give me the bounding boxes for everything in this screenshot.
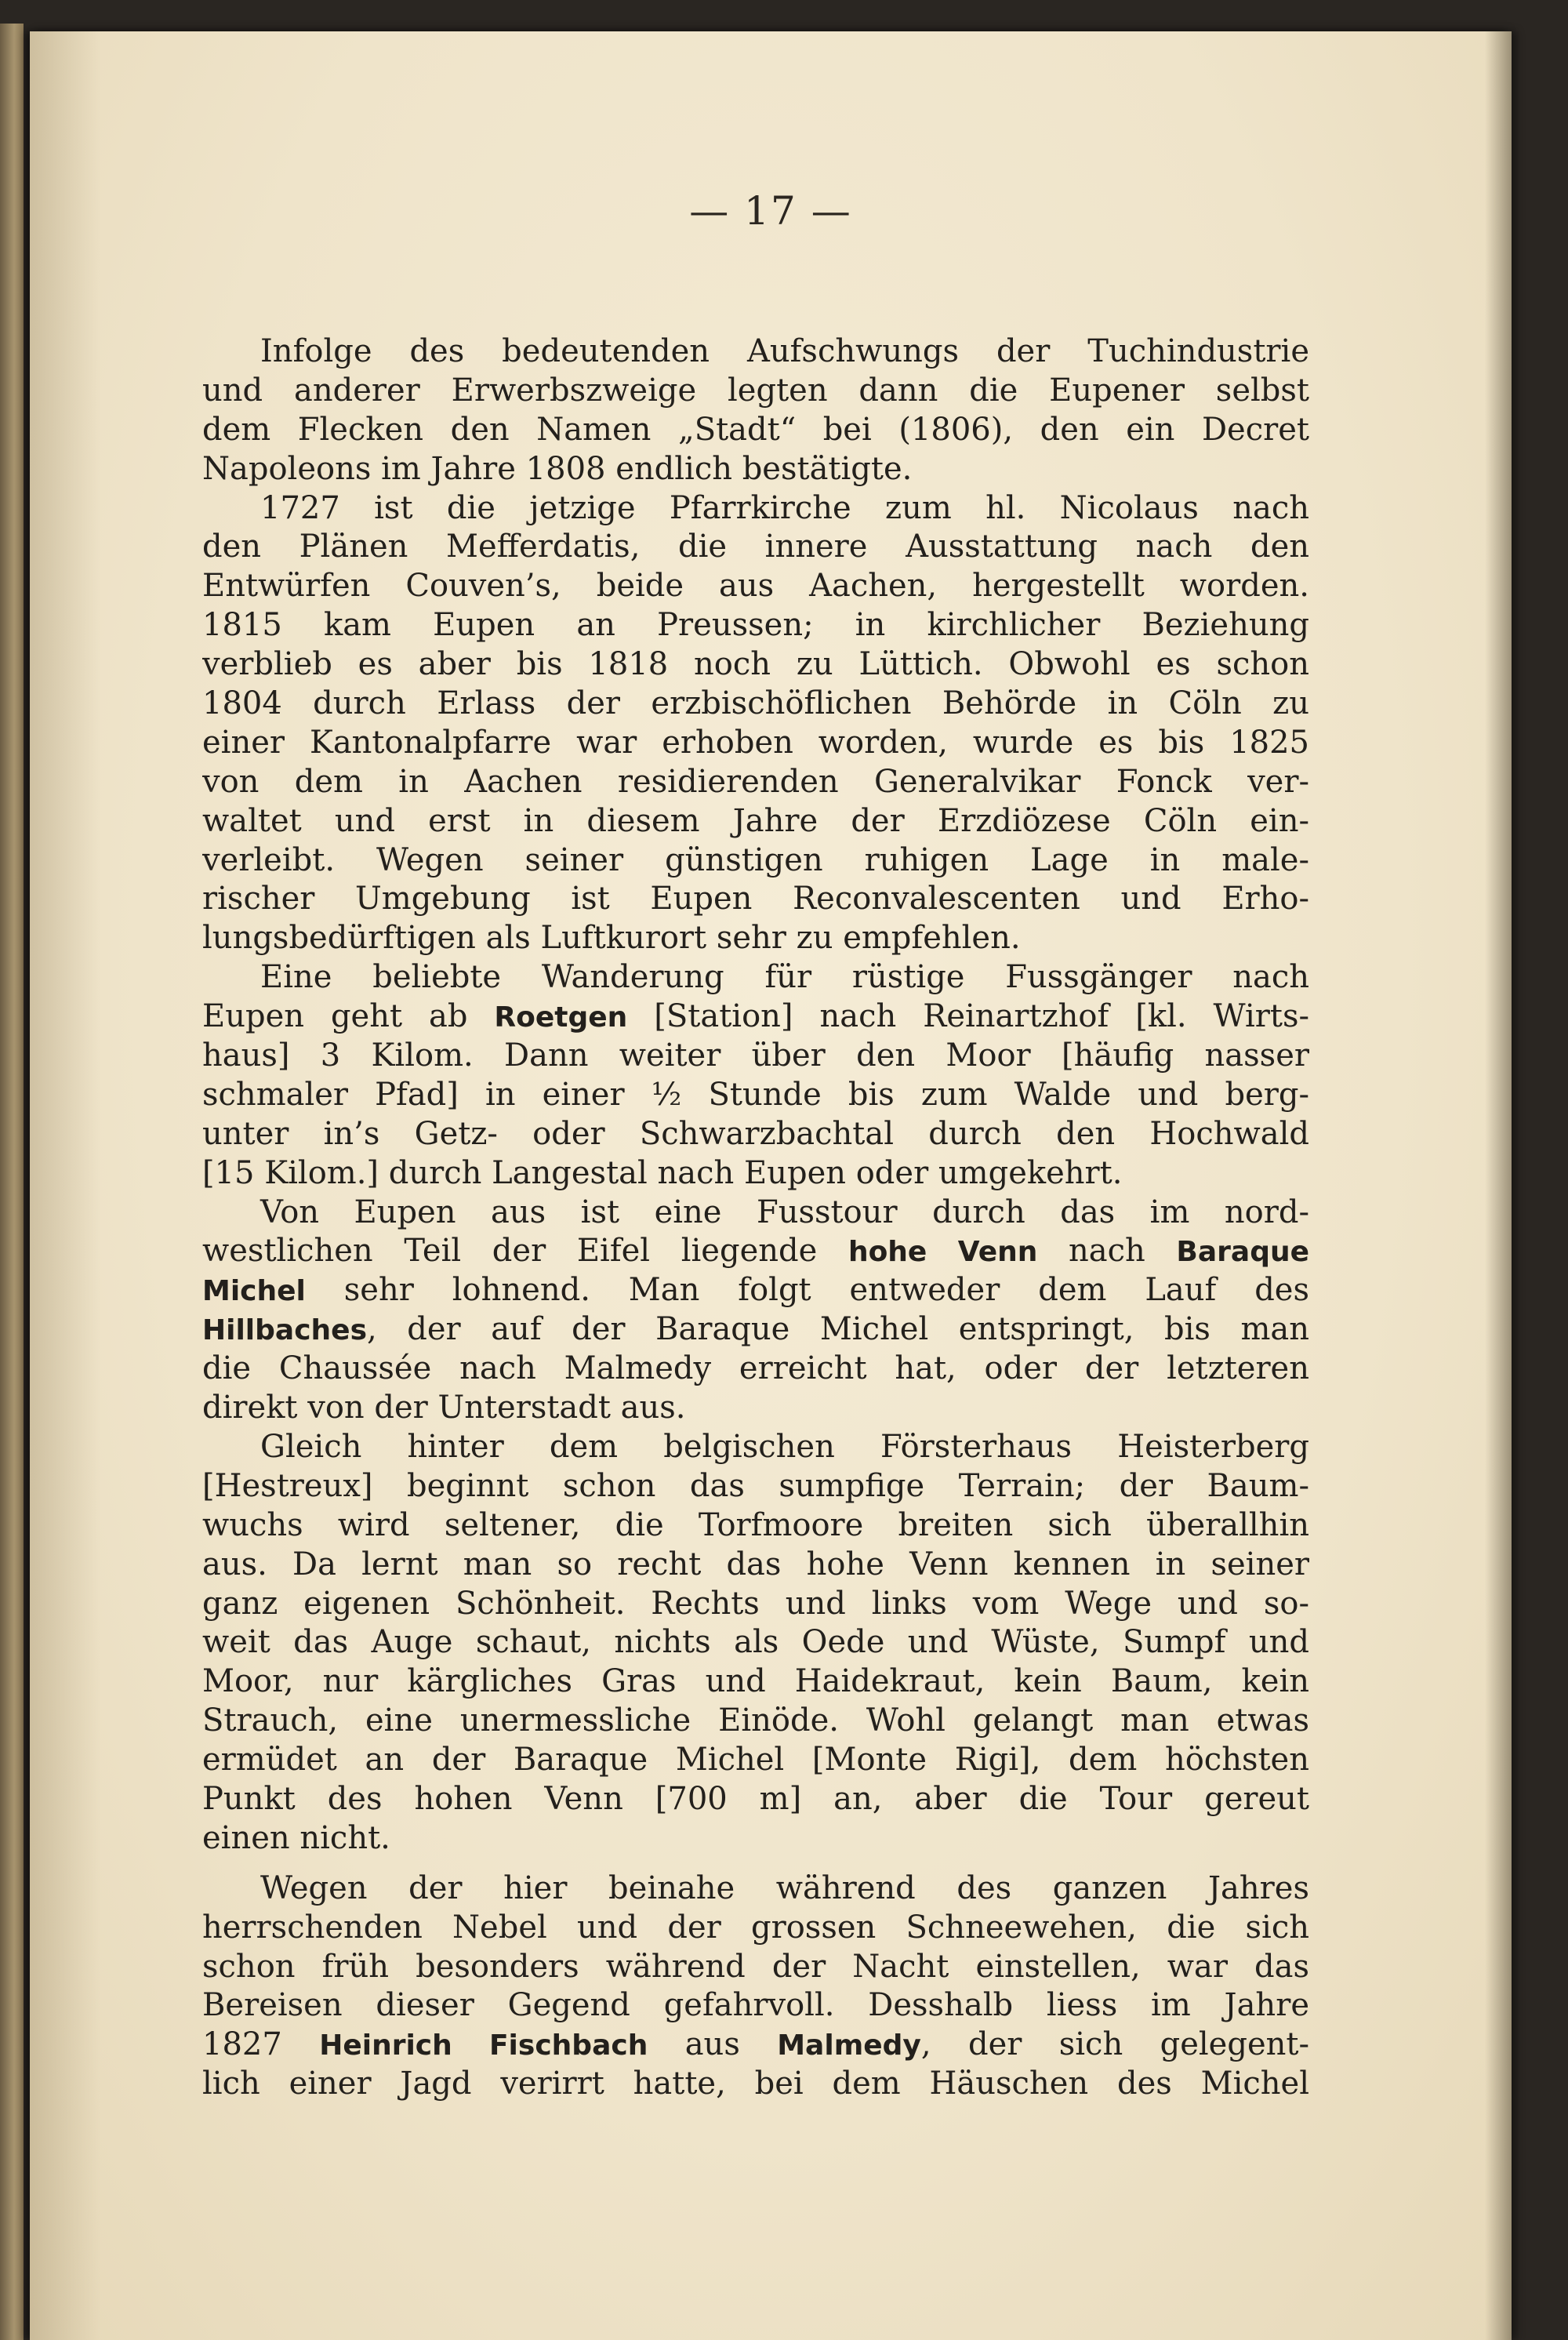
bold-place-name: Baraque [1176, 1236, 1309, 1269]
text-line: Michel sehr lohnend. Man folgt entweder dem Lauf des [202, 1272, 1309, 1309]
text-line: verblieb es aber bis 1818 noch zu Lüttich. Obwohl es schon [202, 646, 1309, 683]
text-line: westlichen Teil der Eifel liegende hohe Venn nach Baraque [202, 1233, 1309, 1270]
text-line: Hillbaches, der auf der Baraque Michel entspringt, bis man [202, 1311, 1309, 1348]
text-line: 1727 ist die jetzige Pfarrkirche zum hl. Nicolaus nach [260, 489, 1309, 526]
text-line: die Chaussée nach Malmedy erreicht hat, oder der letzteren [202, 1350, 1309, 1387]
body-text [202, 332, 1309, 2104]
text-line: unter in’s Getz- oder Schwarzbachtal durch den Hochwald [202, 1115, 1309, 1152]
text-line: herrschenden Nebel und der grossen Schneewehen, die sich [202, 1909, 1309, 1946]
adjacent-page-edge [0, 24, 24, 2340]
text-line: ermüdet an der Baraque Michel [Monte Rigi], dem höchsten [202, 1742, 1309, 1779]
text-line: weit das Auge schaut, nichts als Oede und Wüste, Sumpf und [202, 1624, 1309, 1661]
text-line: wuchs wird seltener, die Torfmoore breiten sich überallhin [202, 1506, 1309, 1543]
text-line: Punkt des hohen Venn [700 m] an, aber die Tour gereut [202, 1780, 1309, 1817]
text-line: Napoleons im Jahre 1808 endlich bestätigte. [202, 450, 913, 487]
text-line: lungsbedürftigen als Luftkurort sehr zu empfehlen. [202, 920, 1021, 957]
bold-place-name: Roetgen [494, 1001, 628, 1034]
text-line: [15 Kilom.] durch Langestal nach Eupen oder umgekehrt. [202, 1154, 1123, 1191]
text-line: schmaler Pfad] in einer ½ Stunde bis zum Walde und berg- [202, 1076, 1309, 1113]
text-line: einen nicht. [202, 1819, 390, 1856]
paragraph-4 [202, 1194, 1309, 1428]
text-line: schon früh besonders während der Nacht einstellen, war das [202, 1948, 1309, 1985]
paragraph-6 [202, 1869, 1309, 2104]
bold-place-name: Malmedy [777, 2029, 921, 2062]
paragraph-1 [202, 332, 1309, 489]
book-page [30, 31, 1512, 2340]
text-line: rischer Umgebung ist Eupen Reconvalescenten und Erho- [202, 881, 1309, 917]
text-line: Eupen geht ab Roetgen [Station] nach Reinartzhof [kl. Wirts- [202, 998, 1309, 1035]
text-line: [Hestreux] beginnt schon das sumpfige Terrain; der Baum- [202, 1467, 1309, 1504]
paragraph-2 [202, 489, 1309, 959]
text-line: Eine beliebte Wanderung für rüstige Fussgänger nach [260, 959, 1309, 996]
text-line: Bereisen dieser Gegend gefahrvoll. Desshalb liess im Jahre [202, 1987, 1309, 2024]
bold-place-name: Hillbaches [202, 1314, 368, 1347]
text-line: dem Flecken den Namen „Stadt“ bei (1806), den ein Decret [202, 411, 1309, 448]
text-line: direkt von der Unterstadt aus. [202, 1390, 686, 1426]
text-line: Strauch, eine unermessliche Einöde. Wohl gelangt man etwas [202, 1702, 1309, 1739]
bold-place-name: Michel [202, 1275, 306, 1308]
paragraph-5 [202, 1428, 1309, 1859]
bold-person-name: Heinrich Fischbach [319, 2029, 648, 2062]
text-line: Gleich hinter dem belgischen Försterhaus Heisterberg [260, 1428, 1309, 1465]
text-line: Wegen der hier beinahe während des ganzen Jahres [260, 1869, 1309, 1906]
paragraph-3 [202, 958, 1309, 1193]
text-line: haus] 3 Kilom. Dann weiter über den Moor [häufig nasser [202, 1037, 1309, 1074]
text-line: Infolge des bedeutenden Aufschwungs der Tuchindustrie [260, 333, 1309, 369]
text-line: einer Kantonalpfarre war erhoben worden, wurde es bis 1825 [202, 724, 1309, 761]
text-line: verleibt. Wegen seiner günstigen ruhigen Lage in male- [202, 841, 1309, 878]
page-number: — 17 — [689, 188, 852, 234]
text-line: ganz eigenen Schönheit. Rechts und links vom Wege und so- [202, 1585, 1309, 1622]
text-line: Entwürfen Couven’s, beide aus Aachen, hergestellt worden. [202, 568, 1309, 605]
text-line: von dem in Aachen residierenden Generalvikar Fonck ver- [202, 763, 1309, 800]
text-line: 1815 kam Eupen an Preussen; in kirchlicher Beziehung [202, 607, 1309, 644]
text-line: waltet und erst in diesem Jahre der Erzdiözese Cöln ein- [202, 802, 1309, 839]
text-line: aus. Da lernt man so recht das hohe Venn kennen in seiner [202, 1546, 1309, 1582]
text-line: 1804 durch Erlass der erzbischöflichen Behörde in Cöln zu [202, 685, 1309, 722]
text-line: Moor, nur kärgliches Gras und Haidekraut, kein Baum, kein [202, 1663, 1309, 1700]
text-line: Von Eupen aus ist eine Fusstour durch das im nord- [260, 1194, 1309, 1230]
text-line: den Plänen Mefferdatis, die innere Ausstattung nach den [202, 529, 1309, 565]
bold-place-name: hohe Venn [848, 1236, 1038, 1269]
text-line: und anderer Erwerbszweige legten dann die Eupener selbst [202, 372, 1309, 409]
paragraph-gap [202, 1859, 1309, 1869]
text-line: 1827 Heinrich Fischbach aus Malmedy, der sich gelegent- [202, 2026, 1309, 2063]
text-line: lich einer Jagd verirrt hatte, bei dem Häuschen des Michel [202, 2066, 1309, 2102]
